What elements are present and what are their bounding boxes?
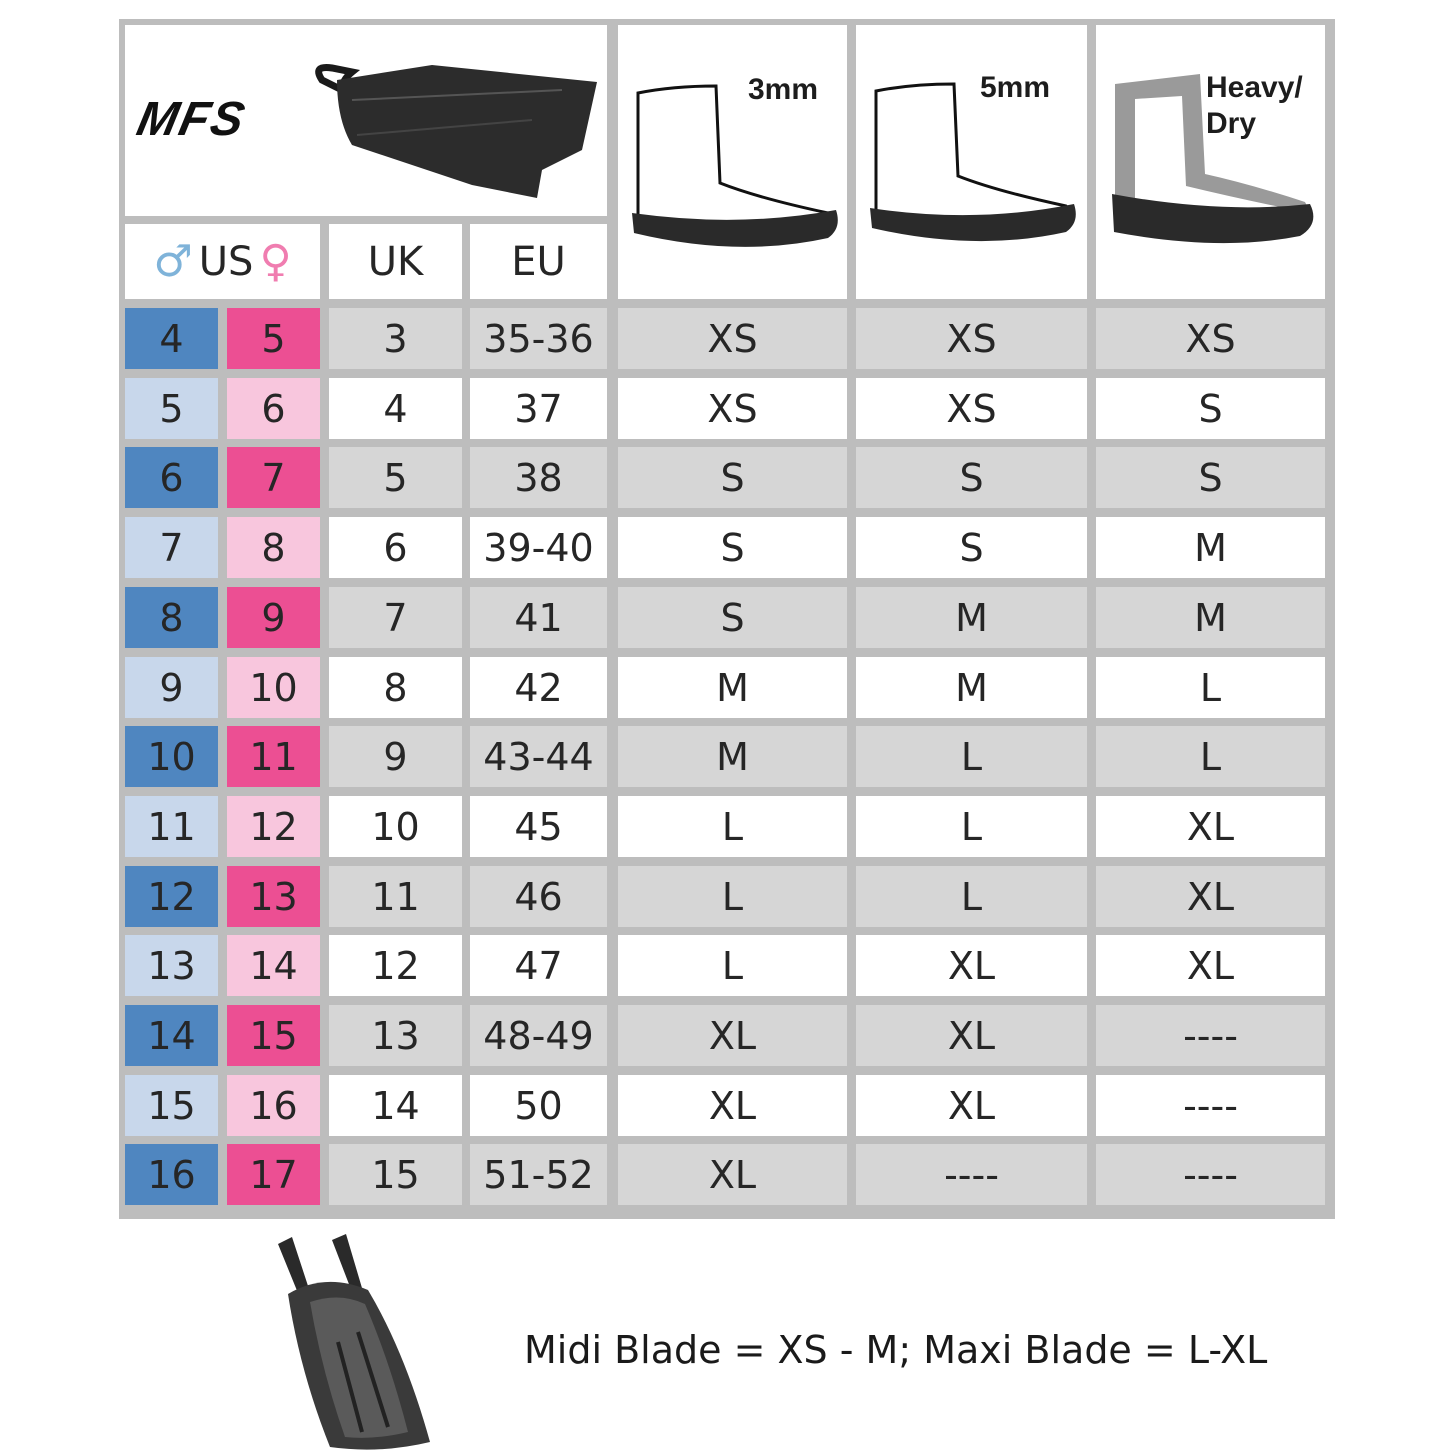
size-cell-uk: 3 [329,308,462,369]
size-cell-bh: XL [1096,935,1325,996]
boot-label-dry: Dry [1206,107,1257,140]
size-cell-eu: 45 [470,796,607,857]
size-cell-men: 7 [125,517,218,578]
size-cell-b5: M [856,587,1087,648]
size-cell-b5: XL [856,1005,1087,1066]
size-cell-bh: M [1096,517,1325,578]
size-cell-uk: 10 [329,796,462,857]
size-cell-women: 7 [227,447,320,508]
size-cell-men: 11 [125,796,218,857]
size-cell-eu: 38 [470,447,607,508]
size-cell-eu: 46 [470,866,607,927]
size-cell-bh: XL [1096,866,1325,927]
size-cell-b5: XS [856,378,1087,439]
size-cell-uk: 12 [329,935,462,996]
size-cell-women: 5 [227,308,320,369]
size-cell-eu: 43-44 [470,726,607,787]
size-cell-bh: ---- [1096,1005,1325,1066]
size-cell-bh: L [1096,726,1325,787]
size-cell-eu: 48-49 [470,1005,607,1066]
size-cell-b3: XL [618,1144,847,1205]
size-cell-eu: 37 [470,378,607,439]
size-cell-eu: 50 [470,1075,607,1136]
female-symbol-icon: ♀ [259,235,292,287]
size-cell-b5: XL [856,935,1087,996]
size-cell-women: 12 [227,796,320,857]
size-cell-women: 13 [227,866,320,927]
eu-header: EU [470,224,607,299]
size-cell-bh: XS [1096,308,1325,369]
size-cell-b5: ---- [856,1144,1087,1205]
size-cell-men: 8 [125,587,218,648]
size-cell-women: 8 [227,517,320,578]
size-cell-b3: S [618,517,847,578]
size-cell-b5: XL [856,1075,1087,1136]
size-cell-uk: 14 [329,1075,462,1136]
size-cell-men: 9 [125,657,218,718]
size-cell-b3: S [618,587,847,648]
size-cell-women: 9 [227,587,320,648]
size-cell-bh: L [1096,657,1325,718]
size-cell-bh: XL [1096,796,1325,857]
size-cell-b3: XS [618,308,847,369]
size-cell-men: 16 [125,1144,218,1205]
size-cell-uk: 11 [329,866,462,927]
size-cell-eu: 42 [470,657,607,718]
size-cell-uk: 9 [329,726,462,787]
size-cell-eu: 35-36 [470,308,607,369]
boot-label-heavy-dry [1206,70,1303,142]
size-cell-b3: XL [618,1075,847,1136]
size-cell-bh: ---- [1096,1075,1325,1136]
size-cell-b5: M [856,657,1087,718]
size-cell-women: 6 [227,378,320,439]
size-cell-b5: L [856,796,1087,857]
size-cell-bh: M [1096,587,1325,648]
size-cell-uk: 4 [329,378,462,439]
size-cell-b3: L [618,866,847,927]
size-cell-eu: 39-40 [470,517,607,578]
size-cell-bh: S [1096,447,1325,508]
size-cell-men: 13 [125,935,218,996]
size-cell-eu: 51-52 [470,1144,607,1205]
size-cell-b3: XL [618,1005,847,1066]
size-cell-uk: 13 [329,1005,462,1066]
size-cell-uk: 7 [329,587,462,648]
size-cell-b5: S [856,517,1087,578]
size-cell-b5: L [856,866,1087,927]
size-cell-b3: S [618,447,847,508]
boot-label-heavy: Heavy/ [1206,71,1303,104]
mfs-logo: MFS [132,93,251,146]
size-cell-b3: M [618,726,847,787]
fin-pocket-icon [312,60,604,200]
size-cell-b3: XS [618,378,847,439]
us-header [125,224,320,299]
size-cell-uk: 6 [329,517,462,578]
size-cell-b5: XS [856,308,1087,369]
size-cell-women: 10 [227,657,320,718]
male-symbol-icon: ♂ [153,235,193,287]
size-cell-men: 6 [125,447,218,508]
size-cell-women: 15 [227,1005,320,1066]
size-cell-bh: ---- [1096,1144,1325,1205]
uk-header: UK [329,224,462,299]
size-cell-men: 4 [125,308,218,369]
size-cell-men: 10 [125,726,218,787]
blade-size-note: Midi Blade = XS - M; Maxi Blade = L-XL [524,1328,1268,1372]
us-label: US [198,238,254,285]
size-cell-b5: S [856,447,1087,508]
size-cell-women: 16 [227,1075,320,1136]
size-cell-b3: L [618,796,847,857]
boot-label-3mm: 3mm [748,73,819,106]
size-cell-women: 17 [227,1144,320,1205]
size-cell-men: 12 [125,866,218,927]
boot-label-5mm: 5mm [980,71,1051,104]
size-cell-men: 5 [125,378,218,439]
size-cell-b3: L [618,935,847,996]
size-cell-men: 14 [125,1005,218,1066]
size-cell-b5: L [856,726,1087,787]
size-cell-uk: 15 [329,1144,462,1205]
size-cell-uk: 5 [329,447,462,508]
size-cell-b3: M [618,657,847,718]
size-cell-uk: 8 [329,657,462,718]
size-cell-women: 14 [227,935,320,996]
size-cell-men: 15 [125,1075,218,1136]
size-cell-women: 11 [227,726,320,787]
size-cell-eu: 47 [470,935,607,996]
fin-blade-icon [270,1232,435,1454]
size-cell-eu: 41 [470,587,607,648]
size-cell-bh: S [1096,378,1325,439]
